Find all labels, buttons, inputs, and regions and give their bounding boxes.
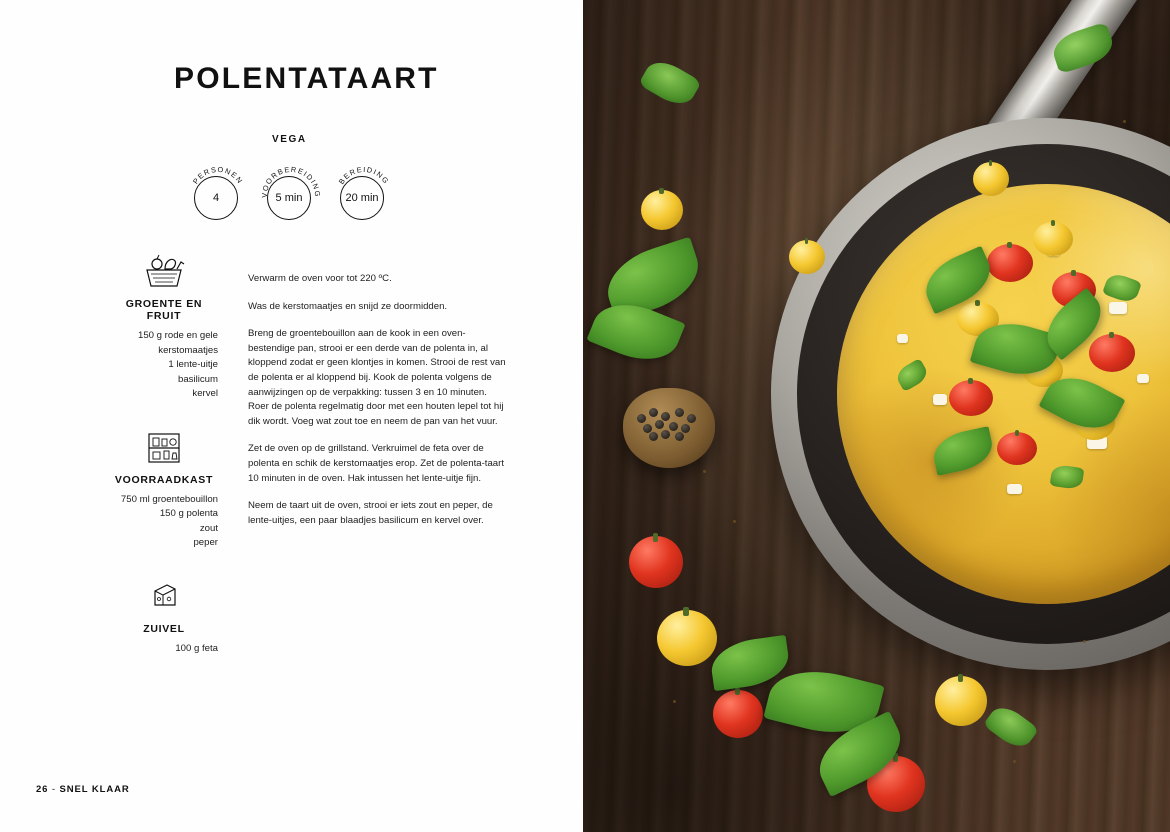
ingredient-item: kervel (192, 388, 218, 399)
cherry-tomato-whole (641, 190, 683, 230)
ingredient-group-heading: ZUIVEL (143, 622, 185, 635)
cherry-tomato-whole (935, 676, 987, 726)
method-step: Verwarm de oven voor tot 220 ºC. (248, 273, 392, 284)
feta-crumble (897, 334, 908, 343)
badge-bereiding-arc-label: BEREIDING (336, 164, 392, 186)
method-step: Zet de oven op de grillstand. Verkruimel de feta over de polenta en schik de kerstomaatjes erop. Zet de polenta-taart 10 minuten in de oven. Hak intussen het lente-uitje fijn. (248, 443, 504, 484)
page-title: POLENTATAART (174, 62, 439, 95)
chervil-sprig (1050, 464, 1085, 490)
feta-crumble (1007, 484, 1022, 494)
ingredient-item: zout (199, 522, 218, 534)
ingredient-item: 750 ml groentebouillon (120, 493, 218, 505)
cherry-tomato-half (949, 380, 993, 416)
method-step: Was de kerstomaatjes en snijd ze doormidden. (248, 300, 448, 312)
polenta-cake (837, 184, 1170, 604)
badge-voorbereiding-value: 5 min (267, 176, 311, 220)
chervil-sprig (894, 358, 931, 392)
ingredients-column (110, 250, 218, 680)
footer-separator: - (51, 784, 56, 795)
cherry-tomato-whole (973, 162, 1009, 196)
badge-bereiding (336, 162, 395, 221)
page-number: 26 (36, 784, 49, 795)
method-column (248, 272, 510, 541)
cherry-tomato-half (987, 244, 1033, 282)
cherry-tomato-whole (629, 536, 683, 588)
basil-leaf (930, 426, 997, 476)
badge-voorbereiding (259, 162, 323, 221)
page-footer (36, 784, 130, 795)
badge-bereiding-value: 20 min (340, 176, 384, 220)
badge-personen-arc-label: PERSONEN (190, 164, 246, 186)
method-step: Neem de taart uit de oven, strooi er iets zout en peper, de lente-uitjes, een paar blaadjes basilicum en kervel over. (248, 500, 493, 526)
cherry-tomato-whole (657, 610, 717, 666)
ingredient-group (110, 575, 218, 657)
cherry-tomato-half (1089, 334, 1135, 372)
ingredient-item: basilicum (178, 373, 218, 385)
badge-personen-value: 4 (194, 176, 238, 220)
ingredient-item: kerstomaatjes (158, 344, 218, 356)
cherry-tomato-whole (789, 240, 825, 274)
ingredient-item: peper (193, 537, 218, 548)
peppercorns (631, 398, 707, 442)
ingredient-group-heading: VOORRAADKAST (114, 473, 214, 486)
ingredient-item: 1 lente-uitje (168, 359, 218, 370)
polenta-taart-photo (583, 0, 1170, 832)
cherry-tomato-half (997, 432, 1037, 465)
ingredient-group (110, 426, 218, 551)
chervil-sprig (1102, 271, 1142, 305)
badge-personen (190, 162, 249, 221)
recipe-text-page (0, 0, 583, 832)
cherry-tomato-whole (713, 690, 763, 738)
pepper-bowl (623, 388, 715, 468)
method-step: Breng de groentebouillon aan de kook in een oven-bestendige pan, strooi er een derde van de polenta in, al kloppend zodat er geen klontjes in komen. Strooi de rest van de polenta er al kloppend bij. Kook de polenta volgens de aanwijzingen op de verpakking: tussen 3 en 10 minuten. Roer de polenta regelmatig door met een houten lepel tot hij dik wordt. Voeg wat zout toe en neem de pan van het vuur. (248, 328, 506, 427)
recipe-photo-page (583, 0, 1170, 832)
diet-label: VEGA (272, 134, 307, 145)
ingredient-item: 100 g feta (175, 642, 218, 654)
feta-crumble (1109, 302, 1127, 314)
dairy-cheese-icon (110, 575, 218, 615)
pan-interior (797, 144, 1170, 644)
feta-crumble (933, 394, 947, 405)
recipe-meta-badges (190, 162, 395, 221)
pantry-cupboard-icon (110, 426, 218, 466)
vegetables-basket-icon (110, 250, 218, 290)
badge-voorbereiding-arc-label: VOORBEREIDING (259, 164, 323, 199)
ingredient-group-heading: GROENTE EN FRUIT (125, 298, 203, 322)
ingredient-item: 150 g polenta (159, 508, 218, 519)
cherry-tomato-half (1033, 222, 1073, 256)
feta-crumble (1137, 374, 1149, 383)
ingredient-item: 150 g rode en gele (137, 330, 218, 341)
chapter-name: SNEL KLAAR (59, 784, 130, 795)
ingredient-group (110, 250, 218, 402)
